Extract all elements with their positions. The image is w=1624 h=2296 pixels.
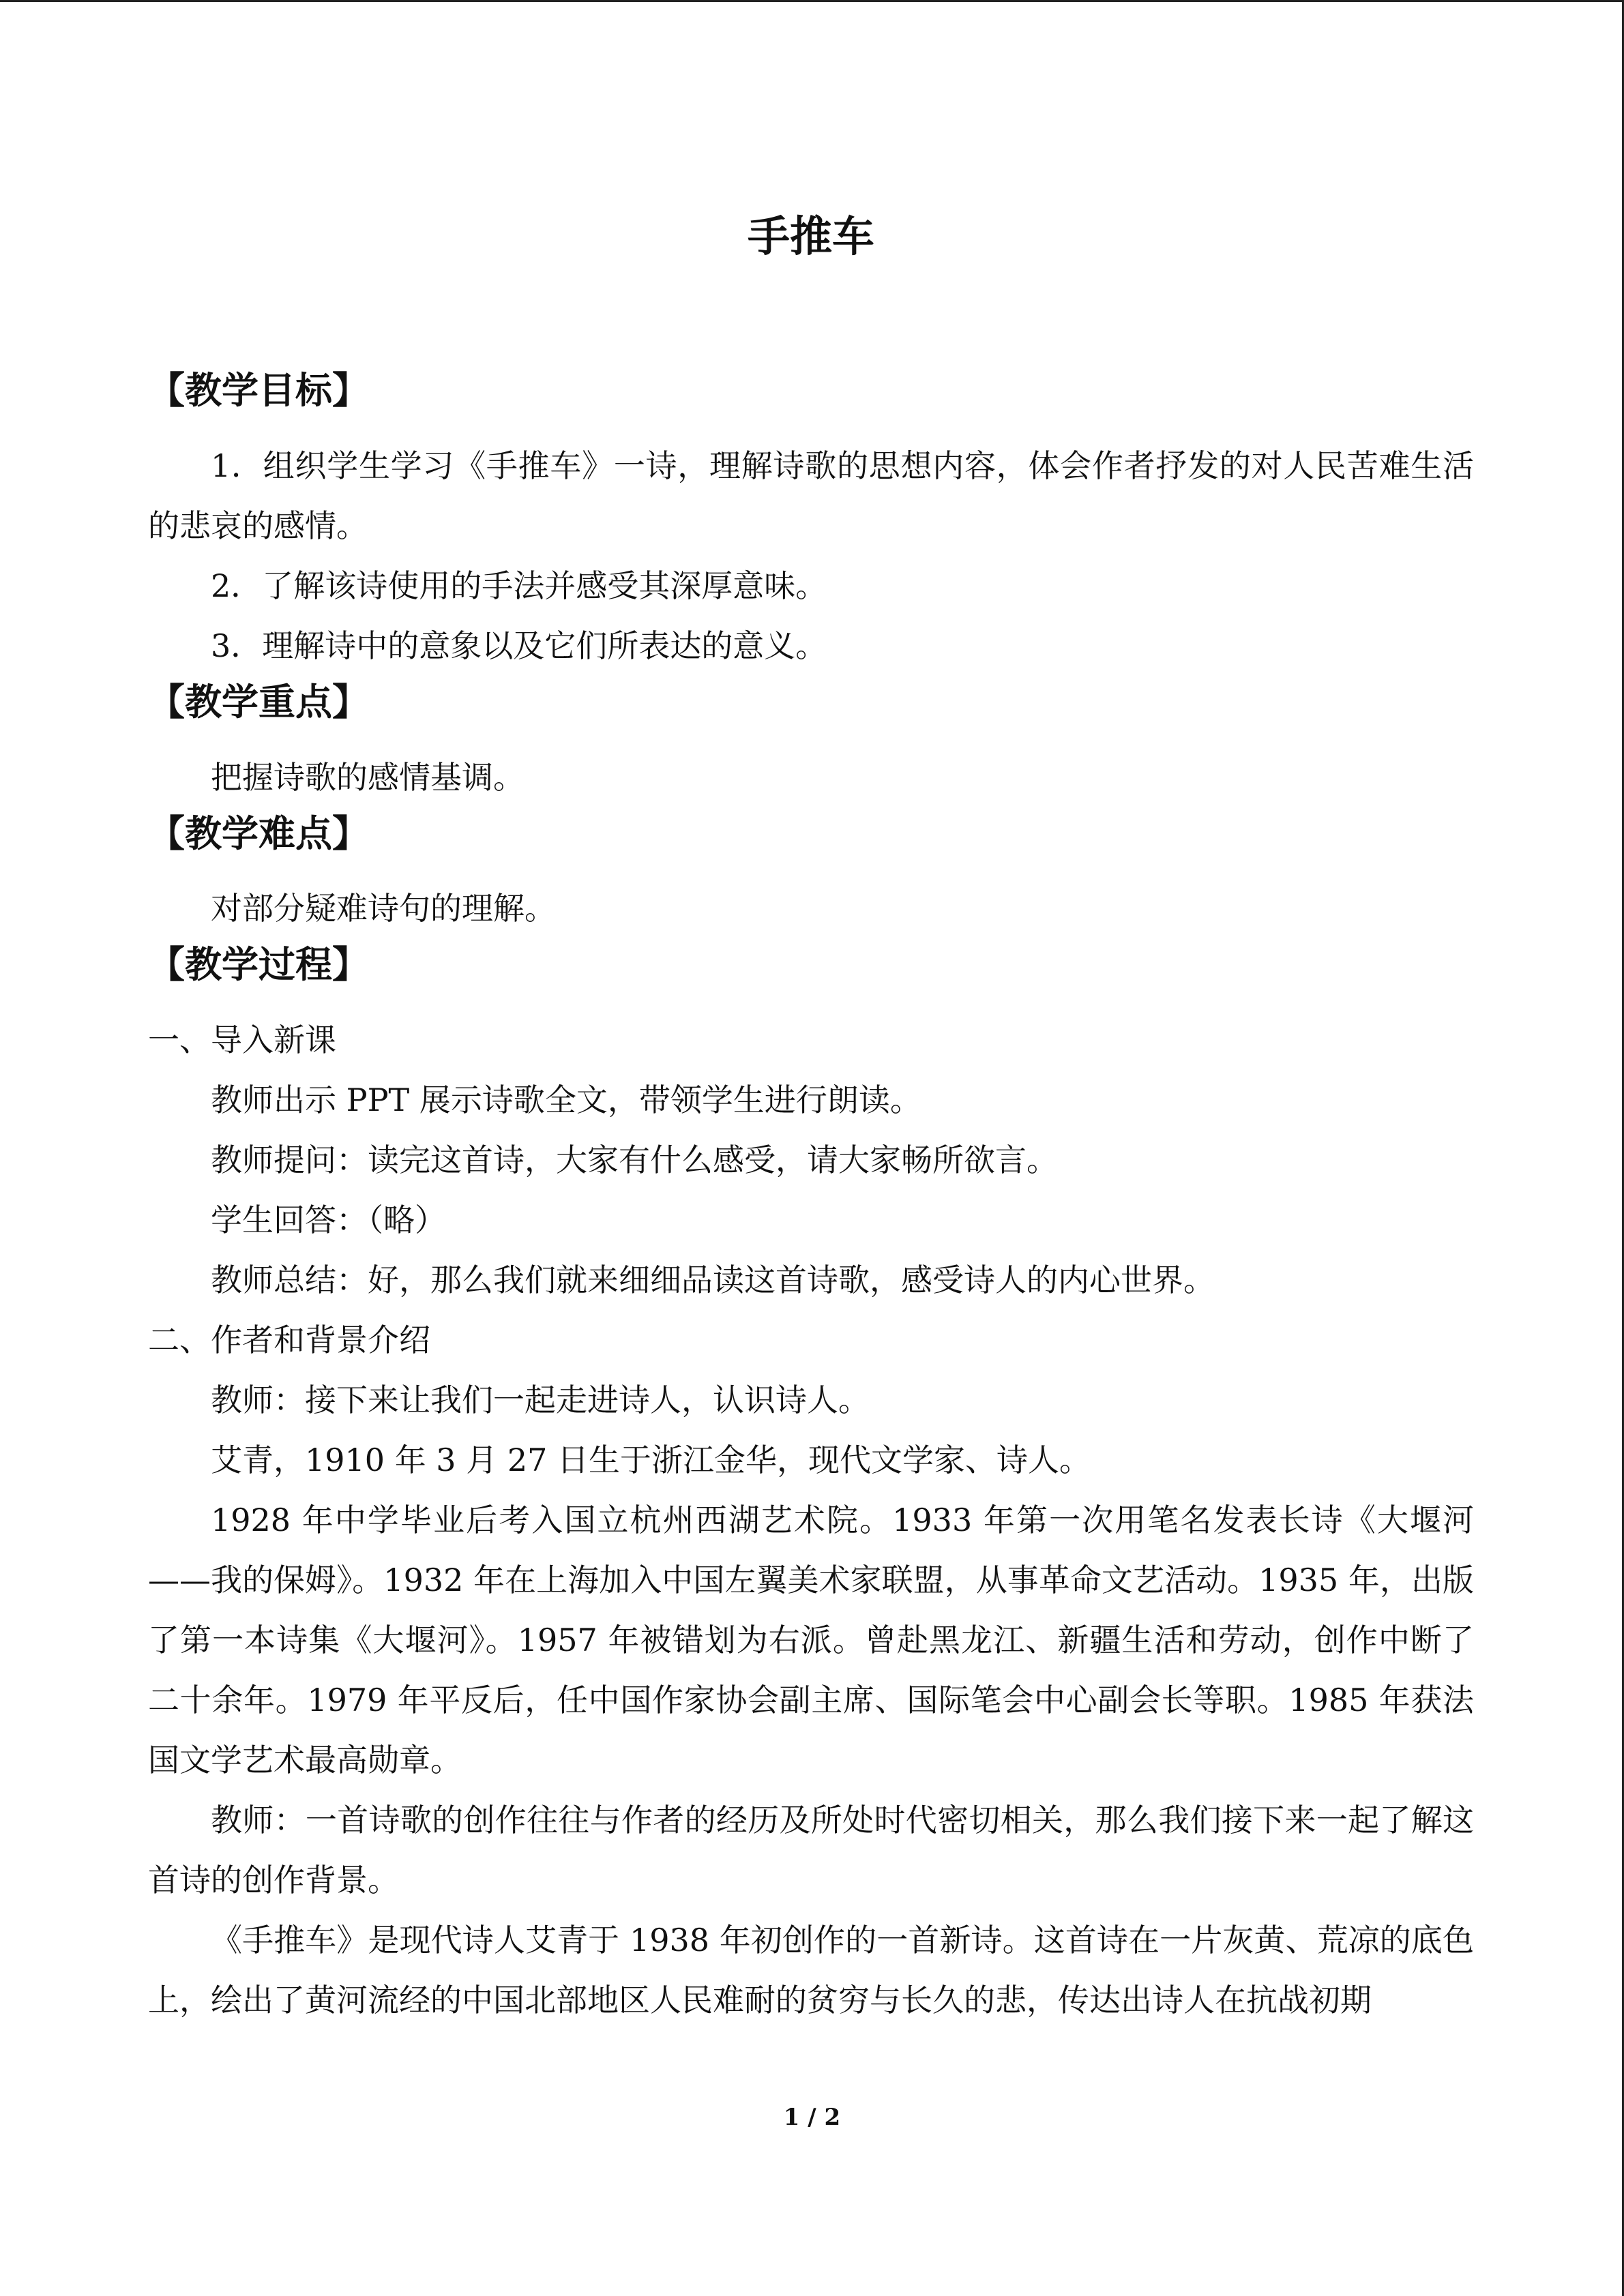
heading-difficulties: 【教学难点】 [148, 811, 369, 855]
part2-paragraph: 教师：一首诗歌的创作往往与作者的经历及所处时代密切相关，那么我们接下来一起了解这首诗的创作背景。 [148, 1802, 1474, 1899]
difficulties-text: 对部分疑难诗句的理解。 [211, 890, 556, 927]
heading-teaching-goals: 【教学目标】 [148, 368, 369, 412]
part2-paragraph: 1928 年中学毕业后考入国立杭州西湖艺术院。1933 年第一次用笔名发表长诗《大堰河——我的保姆》。1932 年在上海加入中国左翼美术家联盟，从事革命文艺活动。1935 年，出版了第一本诗集《大堰河》。1957 年被错划为右派。曾赴黑龙江、新疆生活和劳动，创作中断了二十余年。1979 年平反后，任中国作家协会副主席、国际笔会中心副会长等职。1985 年获法国文学艺术最高勋章。 [148, 1502, 1474, 1779]
part2-paragraph: 教师：接下来让我们一起走进诗人，认识诗人。 [211, 1382, 870, 1419]
page-top-border [0, 0, 1624, 2]
part2-paragraph: 《手推车》是现代诗人艾青于 1938 年初创作的一首新诗。这首诗在一片灰黄、荒凉的底色上，绘出了黄河流经的中国北部地区人民难耐的贫穷与长久的悲，传达出诗人在抗战初期 [148, 1922, 1474, 2019]
part1-paragraph: 教师总结：好，那么我们就来细细品读这首诗歌，感受诗人的内心世界。 [211, 1262, 1215, 1299]
goal-item: 2．了解该诗使用的手法并感受其深厚意味。 [211, 567, 827, 604]
part1-title: 一、导入新课 [148, 1022, 336, 1059]
key-points-text: 把握诗歌的感情基调。 [211, 758, 525, 796]
part1-paragraph: 学生回答：（略） [211, 1202, 446, 1239]
goal-item: 3．理解诗中的意象以及它们所表达的意义。 [211, 627, 827, 664]
document-body [148, 191, 1474, 2030]
part2-title: 二、作者和背景介绍 [148, 1322, 430, 1359]
goal-item: 1．组织学生学习《手推车》一诗，理解诗歌的思想内容，体会作者抒发的对人民苦难生活的悲哀的感情。 [148, 447, 1474, 544]
page-number: 1 / 2 [783, 2104, 841, 2131]
part1-paragraph: 教师出示 PPT 展示诗歌全文，带领学生进行朗读。 [211, 1082, 921, 1119]
heading-key-points: 【教学重点】 [148, 679, 369, 724]
heading-teaching-process: 【教学过程】 [148, 942, 369, 987]
document-title: 手推车 [747, 211, 874, 261]
part1-paragraph: 教师提问：读完这首诗，大家有什么感受，请大家畅所欲言。 [211, 1142, 1058, 1179]
part2-paragraph: 艾青，1910 年 3 月 27 日生于浙江金华，现代文学家、诗人。 [211, 1442, 1091, 1479]
teaching-goals-list [148, 436, 1474, 676]
